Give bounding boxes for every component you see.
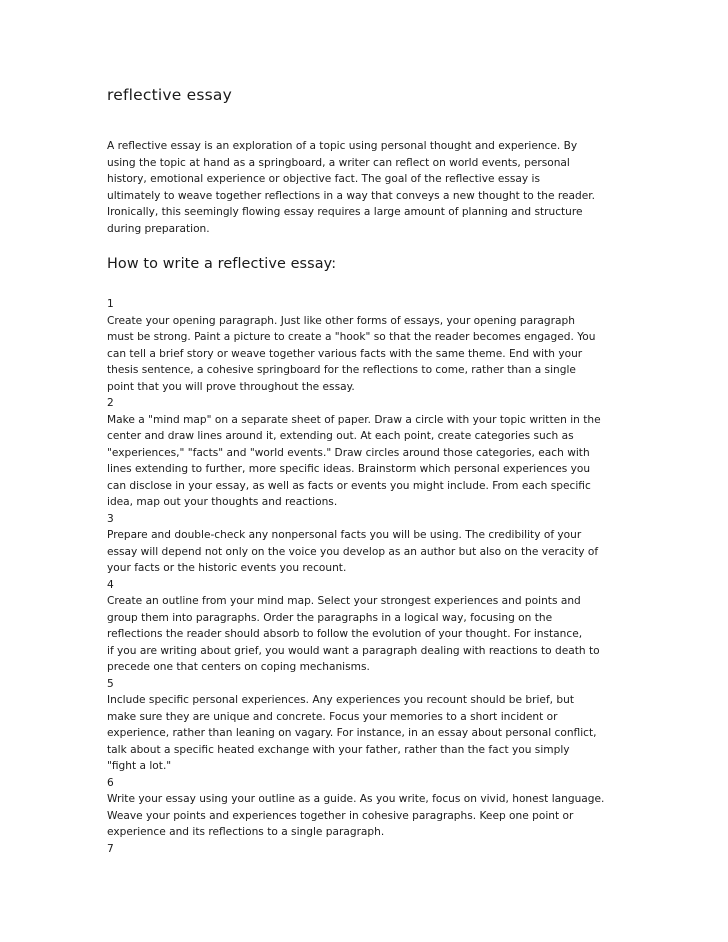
step-line: Prepare and double-check any nonpersonal facts you will be using. The credibility of your	[107, 529, 582, 541]
step-line: idea, map out your thoughts and reactions.	[107, 496, 338, 508]
intro-paragraph	[107, 138, 627, 237]
step-line: Weave your points and experiences together in cohesive paragraphs. Keep one point or	[107, 809, 574, 822]
step-line: make sure they are unique and concrete. Focus your memories to a short incident or	[107, 710, 558, 723]
step-line: Create an outline from your mind map. Select your strongest experiences and points and	[107, 595, 581, 607]
step-line: Make a "mind map" on a separate sheet of paper. Draw a circle with your topic written in the	[107, 413, 601, 426]
step-line: experience, rather than leaning on vagary. For instance, in an essay about personal conflict,	[107, 727, 597, 739]
step-line: Write your essay using your outline as a guide. As you write, focus on vivid, honest language.	[107, 793, 605, 805]
step-line: 4	[107, 578, 114, 591]
step-line: "fight a lot."	[107, 760, 172, 772]
step-line: point that you will prove throughout the essay.	[107, 380, 355, 393]
step-line: thesis sentence, a cohesive springboard for the reflections to come, rather than a single	[107, 364, 576, 376]
intro-line: using the topic at hand as a springboard, a writer can reflect on world events, personal	[107, 156, 570, 169]
step-line: your facts or the historic events you recount.	[107, 562, 347, 574]
step-line: 5	[107, 677, 114, 690]
step-line: talk about a specific heated exchange with your father, rather than the fact you simply	[107, 743, 570, 756]
step-line: 3	[107, 512, 114, 525]
step-line: must be strong. Paint a picture to create a "hook" so that the reader becomes engaged. You	[107, 331, 596, 343]
intro-line: A reflective essay is an exploration of a topic using personal thought and experience. By	[107, 140, 578, 152]
page-title: reflective essay	[107, 86, 232, 104]
step-line: 1	[107, 298, 114, 310]
step-line: can disclose in your essay, as well as facts or events you might include. From each specific	[107, 479, 591, 492]
step-line: "experiences," "facts" and "world events." Draw circles around those categories, each with	[107, 446, 590, 459]
step-line: center and draw lines around it, extending out. At each point, create categories such as	[107, 430, 574, 442]
step-line: Create your opening paragraph. Just like other forms of essays, your opening paragraph	[107, 314, 575, 327]
step-line: precede one that centers on coping mechanisms.	[107, 661, 370, 673]
section-heading: How to write a reflective essay:	[107, 256, 337, 272]
step-line: lines extending to further, more specific ideas. Brainstorm which personal experiences you	[107, 463, 591, 475]
intro-line: ultimately to weave together reflections in a way that conveys a new thought to the reader.	[107, 189, 596, 202]
step-line: if you are writing about grief, you would want a paragraph dealing with reactions to death to	[107, 644, 600, 657]
step-line: 6	[107, 776, 114, 789]
step-line: Include specific personal experiences. Any experiences you recount should be brief, but	[107, 694, 575, 706]
step-line: 7	[107, 842, 114, 855]
intro-line: during preparation.	[107, 222, 210, 235]
intro-line: Ironically, this seemingly flowing essay requires a large amount of planning and structure	[107, 206, 583, 218]
step-line: 2	[107, 397, 114, 409]
step-line: experience and its reflections to a single paragraph.	[107, 826, 385, 838]
document-page	[107, 86, 627, 857]
intro-line: history, emotional experience or objective fact. The goal of the reflective essay is	[107, 173, 541, 185]
steps-list	[107, 296, 627, 857]
step-line: essay will depend not only on the voice you develop as an author but also on the veracity of	[107, 545, 599, 558]
step-line: reflections the reader should absorb to follow the evolution of your thought. For instance,	[107, 628, 583, 640]
step-line: can tell a brief story or weave together various facts with the same theme. End with your	[107, 347, 583, 360]
step-line: group them into paragraphs. Order the paragraphs in a logical way, focusing on the	[107, 611, 553, 624]
